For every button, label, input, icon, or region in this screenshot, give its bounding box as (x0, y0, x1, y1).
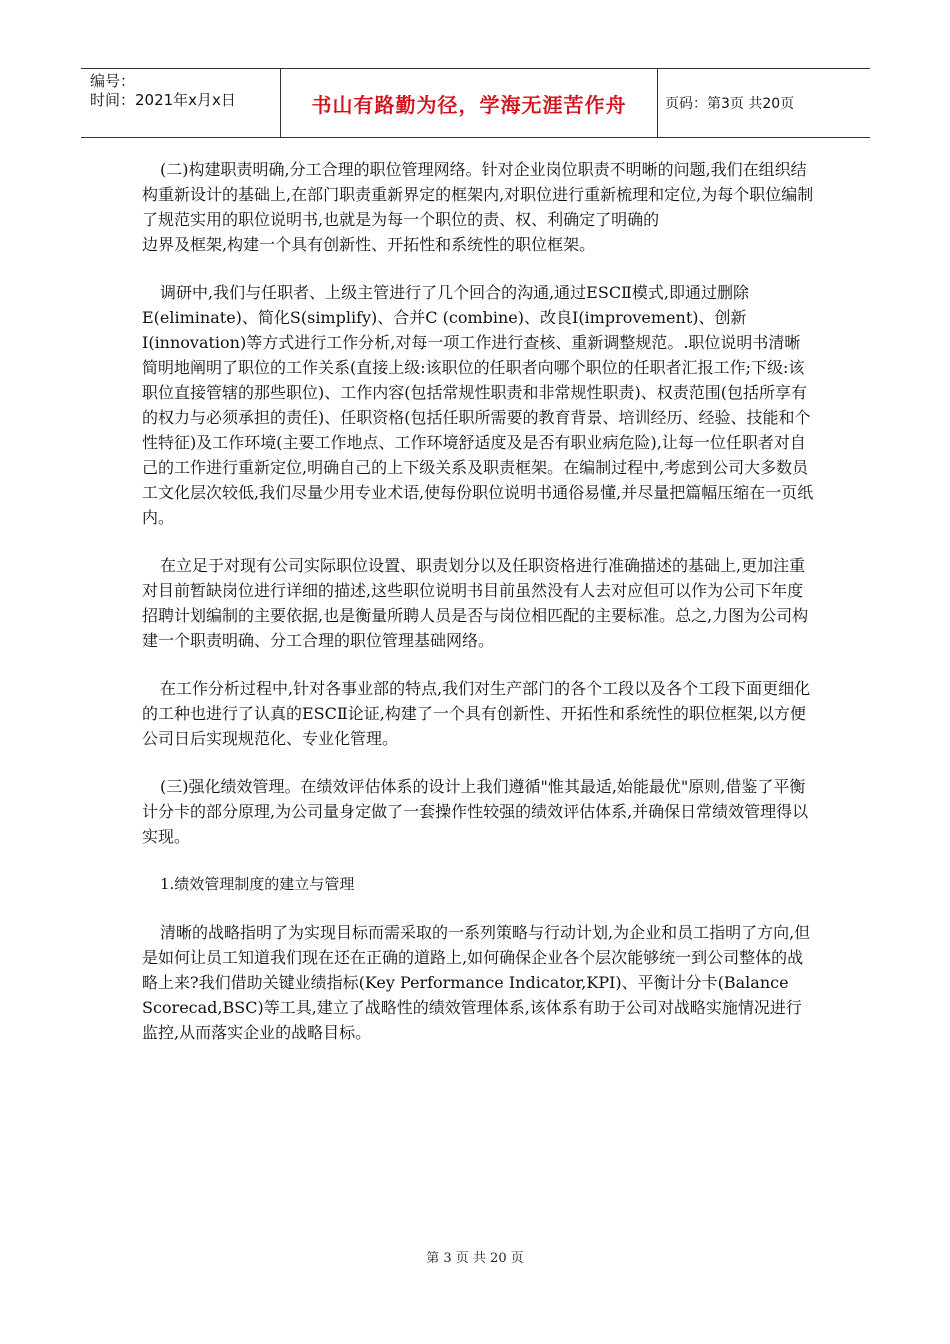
page-footer: 第 3 页 共 20 页 (426, 1251, 524, 1266)
time-label: 时间：2021年x月x日 (90, 91, 236, 109)
paragraph-1: (二)构建职责明确,分工合理的职位管理网络。针对企业岗位职责不明晰的问题,我们在组织结构重新设计的基础上,在部门职责重新界定的框架内,对职位进行重新梳理和定位,为每个职位编制了规范实用的职位说明书,也就是为每一个职位的责、权、利确定了明确的 (142, 160, 814, 229)
paragraph-3: 在立足于对现有公司实际职位设置、职责划分以及任职资格进行准确描述的基础上,更加注重对目前暂缺岗位进行详细的描述,这些职位说明书目前虽然没有人去对应但可以作为公司下年度招聘计划编制的主要依据,也是衡量所聘人员是否与岗位相匹配的主要标准。总之,力图为公司构建一个职责明确、分工合理的职位管理基础网络。 (142, 556, 809, 650)
paragraph-2: 调研中,我们与任职者、上级主管进行了几个回合的沟通,通过ESCⅡ模式,即通过删除E(eliminate)、简化S(simplify)、合并C (combine)、改良Ⅰ(improvement)、创新Ⅰ(innovation)等方式进行工作分析,对每一项工作进行查核、重新调整规范。.职位说明书清晰简明地阐明了职位的工作关系(直接上级:该职位的任职者向哪个职位的任职者汇报工作;下级:该职位直接管辖的那些职位)、工作内容(包括常规性职责和非常规性职责)、权责范围(包括所享有的权力与必须承担的责任)、任职资格(包括任职所需要的教育背景、培训经历、经验、技能和个性特征)及工作环境(主要工作地点、工作环境舒适度及是否有职业病危险),让每一位任职者对自己的工作进行重新定位,明确自己的上下级关系及职责框架。在编制过程中,考虑到公司大多数员工文化层次较低,我们尽量少用专业术语,使每份职位说明书通俗易懂,并尽量把篇幅压缩在一页纸内。 (142, 283, 814, 527)
header-page-cell (657, 69, 870, 137)
paragraph-6: 清晰的战略指明了为实现目标而需采取的一系列策略与行动计划,为企业和员工指明了方向,但是如何让员工知道我们现在还在正确的道路上,如何确保企业各个层次能够统一到公司整体的战略上来?我们借助关键业绩指标(Key Performance Indicator,KPI)、平衡计分卡(Balance Scorecad,BSC)等工具,建立了战略性的绩效管理体系,该体系有助于公司对战略实施情况进行监控,从而落实企业的战略目标。 (142, 923, 811, 1042)
number-label: 编号： (90, 72, 136, 90)
header-meta-cell (81, 69, 281, 137)
document-body (142, 157, 814, 1068)
section-heading: 1.绩效管理制度的建立与管理 (160, 875, 355, 893)
motto-text: 书山有路勤为径，学海无涯苦作舟 (311, 92, 627, 117)
page-header (81, 68, 870, 138)
paragraph-1-continued: 边界及框架,构建一个具有创新性、开拓性和系统性的职位框架。 (142, 235, 596, 254)
paragraph-4: 在工作分析过程中,针对各事业部的特点,我们对生产部门的各个工段以及各个工段下面更细化的工种也进行了认真的ESCⅡ论证,构建了一个具有创新性、开拓性和系统性的职位框架,以方便公司日后实现规范化、专业化管理。 (142, 679, 811, 748)
header-motto-cell (281, 69, 658, 137)
page-info: 页码：第3页 共20页 (665, 96, 795, 112)
paragraph-5: (三)强化绩效管理。在绩效评估体系的设计上我们遵循"惟其最适,始能最优"原则,借鉴了平衡计分卡的部分原理,为公司量身定做了一套操作性较强的绩效评估体系,并确保日常绩效管理得以实现。 (142, 777, 809, 846)
